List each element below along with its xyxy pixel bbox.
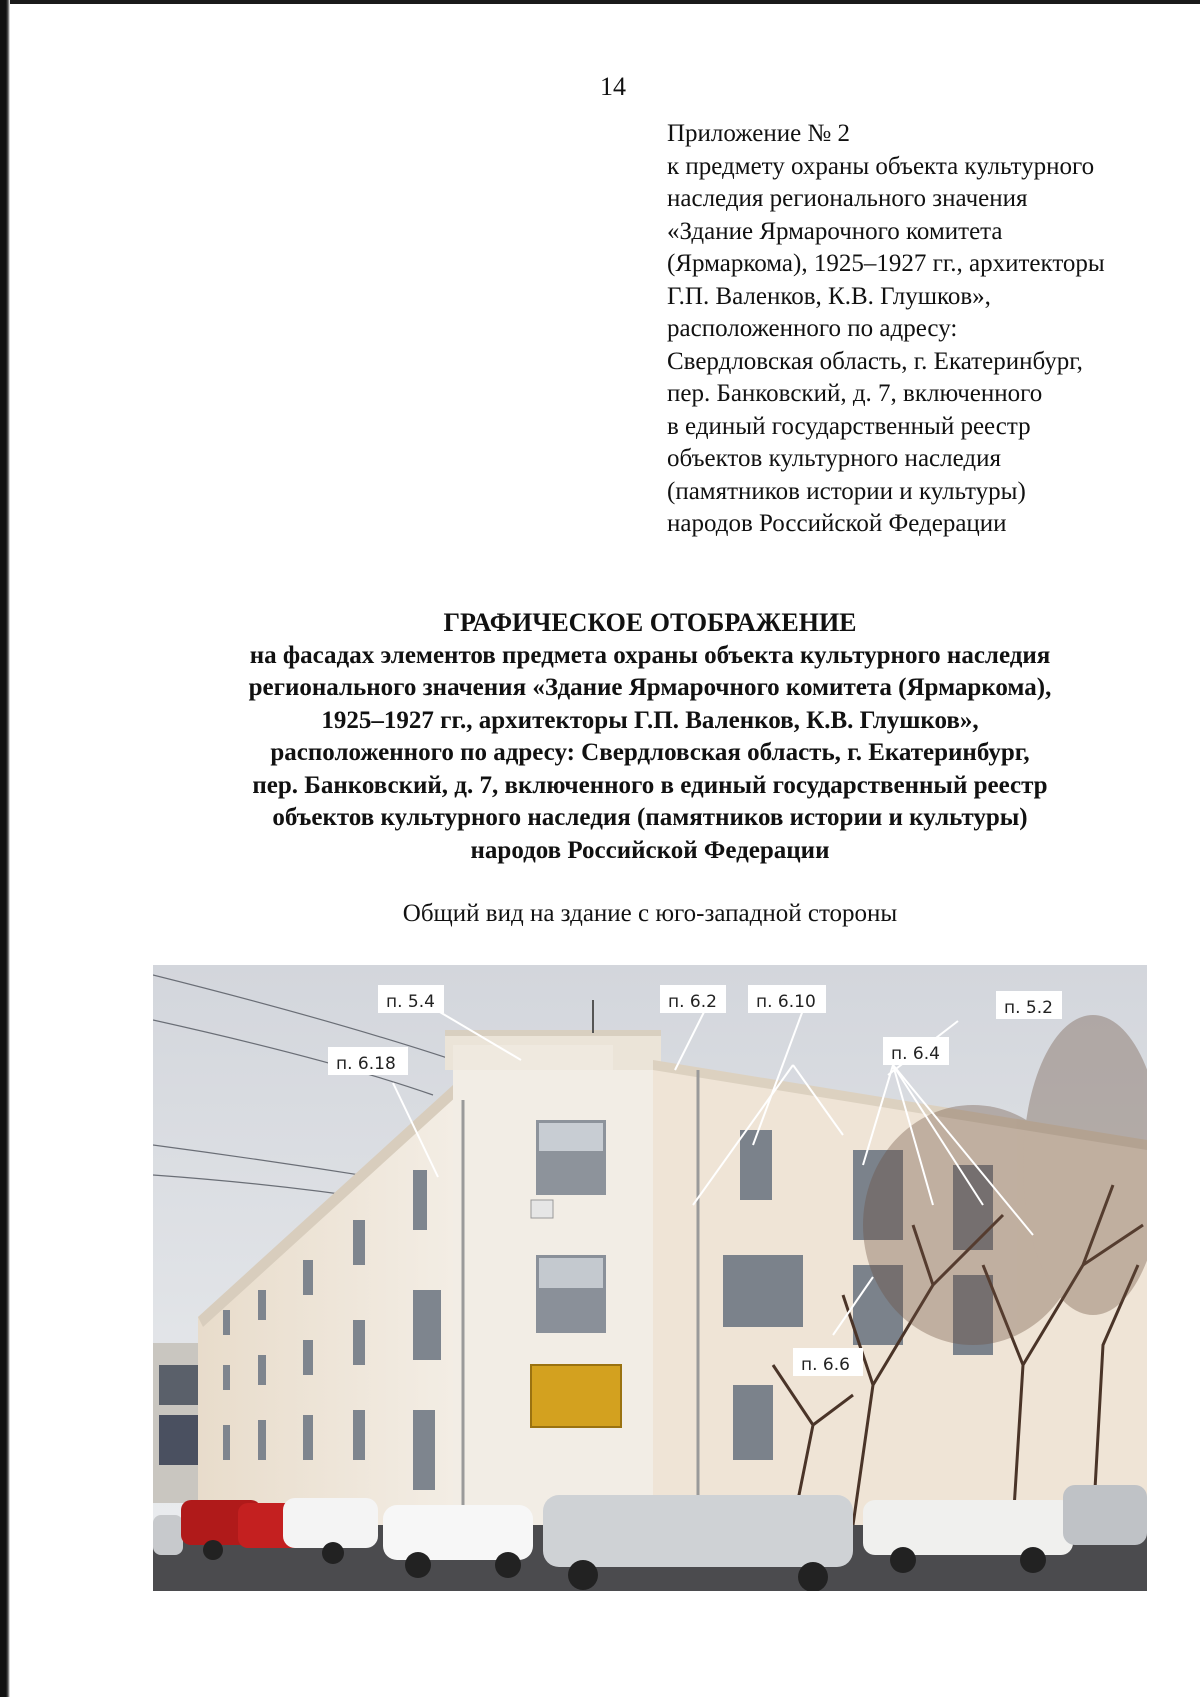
appendix-line: Свердловская область, г. Екатеринбург, (667, 347, 1083, 375)
label-p54-text: п. 5.4 (386, 992, 435, 1012)
appendix-line: народов Российской Федерации (667, 510, 1007, 537)
label-p610-text: п. 6.10 (756, 992, 816, 1012)
building-photo (153, 965, 1147, 1591)
appendix-line: (Ярмаркома), 1925–1927 гг., архитекторы (667, 250, 1105, 277)
appendix-line: расположенного по адресу: (667, 315, 958, 342)
appendix-line: «Здание Ярмарочного комитета (667, 217, 1003, 245)
building-illustration (153, 965, 1147, 1591)
label-p618 (328, 1047, 408, 1075)
appendix-line: пер. Банковский, д. 7, включенного (667, 380, 1043, 407)
scan-edge-top (0, 0, 1200, 4)
heading-line: расположенного по адресу: Свердловская область, г. Екатеринбург, (270, 739, 1030, 766)
heading-line: народов Российской Федерации (470, 836, 830, 864)
appendix-block (667, 118, 1177, 541)
heading-line: объектов культурного наследия (памятников истории и культуры) (272, 804, 1028, 831)
heading-line: 1925–1927 гг., архитекторы Г.П. Валенков, К.В. Глушков», (321, 706, 979, 734)
appendix-line: к предмету охраны объекта культурного (667, 152, 1095, 180)
memorial-plaque (531, 1365, 621, 1427)
label-p62-text: п. 6.2 (668, 992, 717, 1012)
scan-edge-left (0, 0, 10, 1697)
label-p54 (378, 985, 444, 1013)
heading-line: регионального значения «Здание Ярмарочного комитета (Ярмаркома), (248, 674, 1052, 701)
heading-line: на фасадах элементов предмета охраны объекта культурного наследия (249, 641, 1051, 669)
appendix-line: Г.П. Валенков, К.В. Глушков», (667, 282, 991, 310)
label-p618-text: п. 6.18 (336, 1054, 396, 1074)
document-heading (150, 607, 1150, 867)
appendix-line: Приложение № 2 (667, 120, 851, 147)
page-number: 14 (600, 72, 626, 101)
appendix-line: в единый государственный реестр (667, 412, 1031, 440)
label-p62 (660, 985, 726, 1013)
label-p64-text: п. 6.4 (891, 1044, 940, 1064)
label-p52 (996, 991, 1062, 1019)
appendix-line: наследия регионального значения (667, 185, 1028, 212)
label-p610 (748, 985, 826, 1013)
heading-line: пер. Банковский, д. 7, включенного в единый государственный реестр (252, 771, 1048, 799)
label-p66-text: п. 6.6 (801, 1355, 850, 1375)
label-p52-text: п. 5.2 (1004, 998, 1053, 1018)
heading-title: ГРАФИЧЕСКОЕ ОТОБРАЖЕНИЕ (443, 608, 857, 637)
label-p64 (883, 1037, 949, 1065)
appendix-line: объектов культурного наследия (667, 445, 1001, 472)
photo-caption: Общий вид на здание с юго-западной стороны (402, 900, 898, 927)
appendix-line: (памятников истории и культуры) (667, 477, 1026, 505)
label-p66 (793, 1348, 863, 1376)
